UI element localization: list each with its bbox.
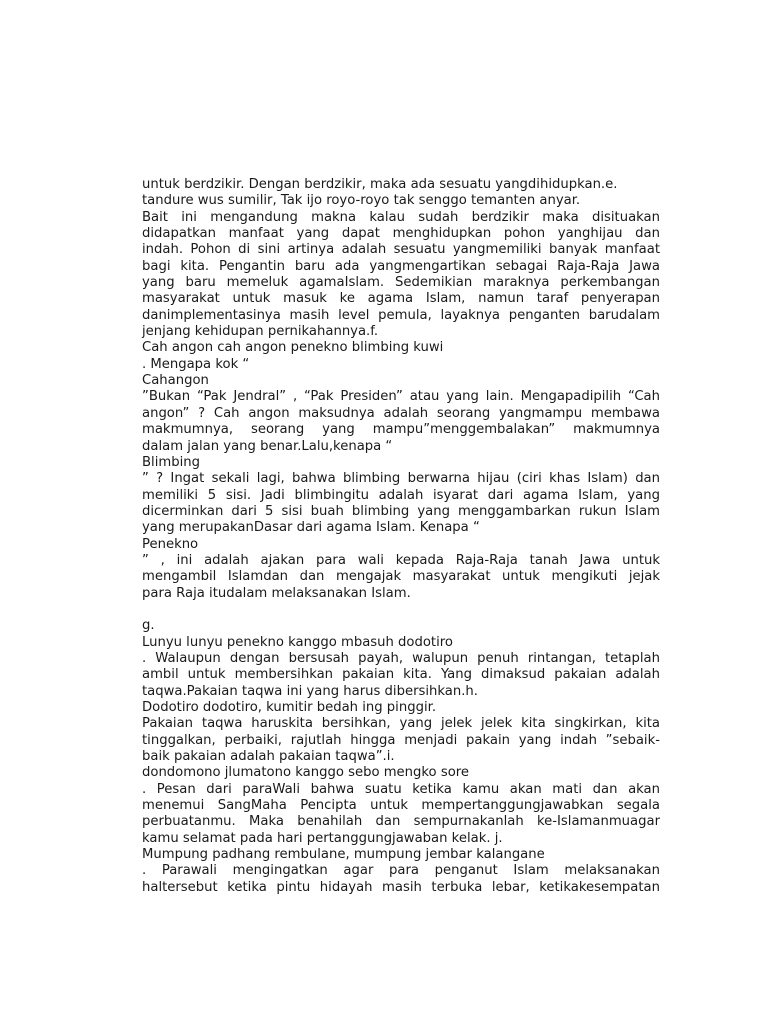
text-line: baik pakaian adalah pakaian taqwa”.i. <box>142 749 395 765</box>
text-line: angon” ? Cah angon maksudnya adalah seorang yangmampu membawa <box>142 405 660 421</box>
text-line: Penekno <box>142 536 199 552</box>
text-line: . Walaupun dengan bersusah payah, walupun penuh rintangan, tetaplah <box>142 650 660 666</box>
text-line: Cah angon cah angon penekno blimbing kuwi <box>142 340 444 356</box>
text-line: haltersebut ketika pintu hidayah masih terbuka lebar, ketikakesempatan <box>142 879 660 895</box>
blank-line <box>142 602 660 618</box>
text-line: yang baru memeluk agamaIslam. Sedemikian maraknya perkembangan <box>142 275 660 291</box>
text-line: indah. Pohon di sini artinya adalah sesuatu yangmemiliki banyak manfaat <box>142 242 660 258</box>
text-line: para Raja itudalam melaksanakan Islam. <box>142 585 411 601</box>
text-line: jenjang kehidupan pernikahannya.f. <box>142 324 379 340</box>
text-line: ” , ini adalah ajakan para wali kepada Raja-Raja tanah Jawa untuk <box>142 552 660 568</box>
text-line: danimplementasinya masih level pemula, layaknya penganten barudalam <box>142 307 660 323</box>
text-line: . Mengapa kok “ <box>142 356 250 372</box>
text-line: dondomono jlumatono kanggo sebo mengko sore <box>142 765 470 781</box>
text-line: perbuatanmu. Maka benahilah dan sempurnakanlah ke-Islamanmuagar <box>142 814 660 830</box>
text-line: ” ? Ingat sekali lagi, bahwa blimbing berwarna hijau (ciri khas Islam) dan <box>142 471 660 487</box>
text-line: Mumpung padhang rembulane, mumpung jembar kalangane <box>142 847 545 863</box>
text-line: bagi kita. Pengantin baru ada yangmengartikan sebagai Raja-Raja Jawa <box>142 258 660 274</box>
text-line: mengambil Islamdan dan mengajak masyarakat untuk mengikuti jejak <box>142 569 660 585</box>
text-line: menemui SangMaha Pencipta untuk mempertanggungjawabkan segala <box>142 798 660 814</box>
text-line: . Pesan dari paraWali bahwa suatu ketika kamu akan mati dan akan <box>142 781 660 797</box>
text-line: Pakaian taqwa haruskita bersihkan, yang jelek jelek kita singkirkan, kita <box>142 716 660 732</box>
text-line: Bait ini mengandung makna kalau sudah berdzikir maka disituakan <box>142 209 660 225</box>
text-line: tinggalkan, perbaiki, rajutlah hingga menjadi pakain yang indah ”sebaik- <box>142 732 660 748</box>
text-line: kamu selamat pada hari pertanggungjawaban kelak. j. <box>142 830 503 846</box>
text-line: Lunyu lunyu penekno kanggo mbasuh dodotiro <box>142 634 453 650</box>
text-line: tandure wus sumilir, Tak ijo royo-royo tak senggo temanten anyar. <box>142 193 581 209</box>
text-line: makmumnya, seorang yang mampu”menggembalakan” makmumnya <box>142 422 660 438</box>
text-line: Blimbing <box>142 454 200 470</box>
text-line: ”Bukan “Pak Jendral” , “Pak Presiden” atau yang lain. Mengapadipilih “Cah <box>142 389 660 405</box>
text-line: yang merupakanDasar dari agama Islam. Kenapa “ <box>142 520 480 536</box>
text-line: dalam jalan yang benar.Lalu,kenapa “ <box>142 438 393 454</box>
text-line: didapatkan manfaat yang dapat menghidupkan pohon yanghijau dan <box>142 226 660 242</box>
document-body <box>142 177 660 896</box>
text-line: g. <box>142 618 155 634</box>
text-line: ambil untuk membersihkan pakaian kita. Yang dimaksud pakaian adalah <box>142 667 660 683</box>
text-line: taqwa.Pakaian taqwa ini yang harus dibersihkan.h. <box>142 683 478 699</box>
text-line: Cahangon <box>142 373 209 389</box>
text-line: dicerminkan dari 5 sisi buah blimbing yang menggambarkan rukun Islam <box>142 503 660 519</box>
text-line: Dodotiro dodotiro, kumitir bedah ing pinggir. <box>142 700 437 715</box>
text-line: untuk berdzikir. Dengan berdzikir, maka ada sesuatu yangdihidupkan.e. <box>142 177 618 192</box>
text-line: . Parawali mengingatkan agar para penganut Islam melaksanakan <box>142 863 660 879</box>
text-line: masyarakat untuk masuk ke agama Islam, namun taraf penyerapan <box>142 291 660 307</box>
text-line: memiliki 5 sisi. Jadi blimbingitu adalah isyarat dari agama Islam, yang <box>142 487 660 503</box>
